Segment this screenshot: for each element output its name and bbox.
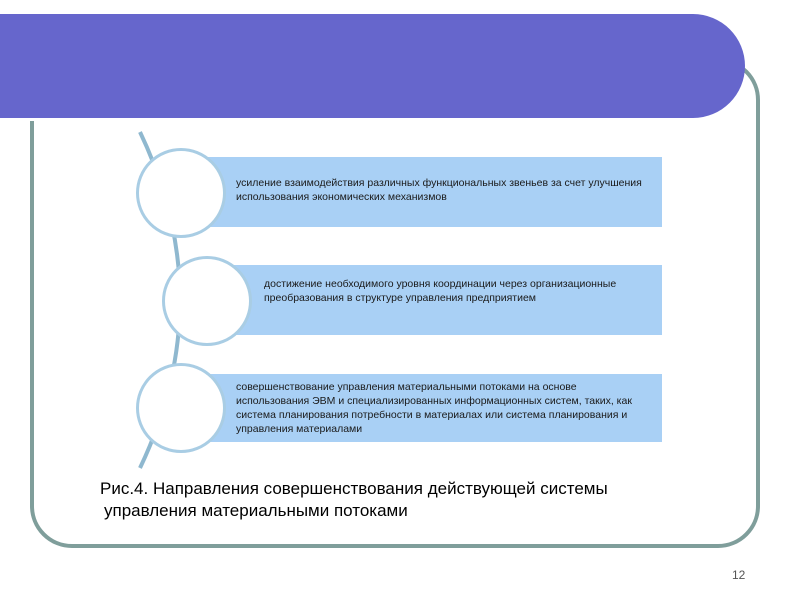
diagram-item-1-text: усиление взаимодействия различных функциональных звеньев за счет улучшения использования экономических механизмов	[236, 177, 642, 203]
diagram-item-2-box	[218, 265, 662, 335]
diagram-item-2-text: достижение необходимого уровня координации через организационные преобразования в структуре управления предприятием	[264, 278, 617, 304]
diagram-item-1-box	[192, 157, 662, 227]
diagram-item-3-text: совершенствование управления материальными потоками на основе использования ЭВМ и специализированных информационных систем, таких, как система планирования потребности в материалах или система планирования и управления материалами	[236, 381, 632, 435]
diagram-item-2-circle	[162, 256, 252, 346]
diagram-item-1-circle	[136, 148, 226, 238]
page-number: 12	[732, 568, 746, 582]
caption-line-1: Рис.4. Направления совершенствования действующей системы	[100, 479, 608, 498]
caption-line-2: управления материальными потоками	[104, 501, 408, 520]
diagram-item-3-box	[192, 374, 662, 442]
figure-caption	[100, 478, 740, 522]
diagram-item-3-circle	[136, 363, 226, 453]
